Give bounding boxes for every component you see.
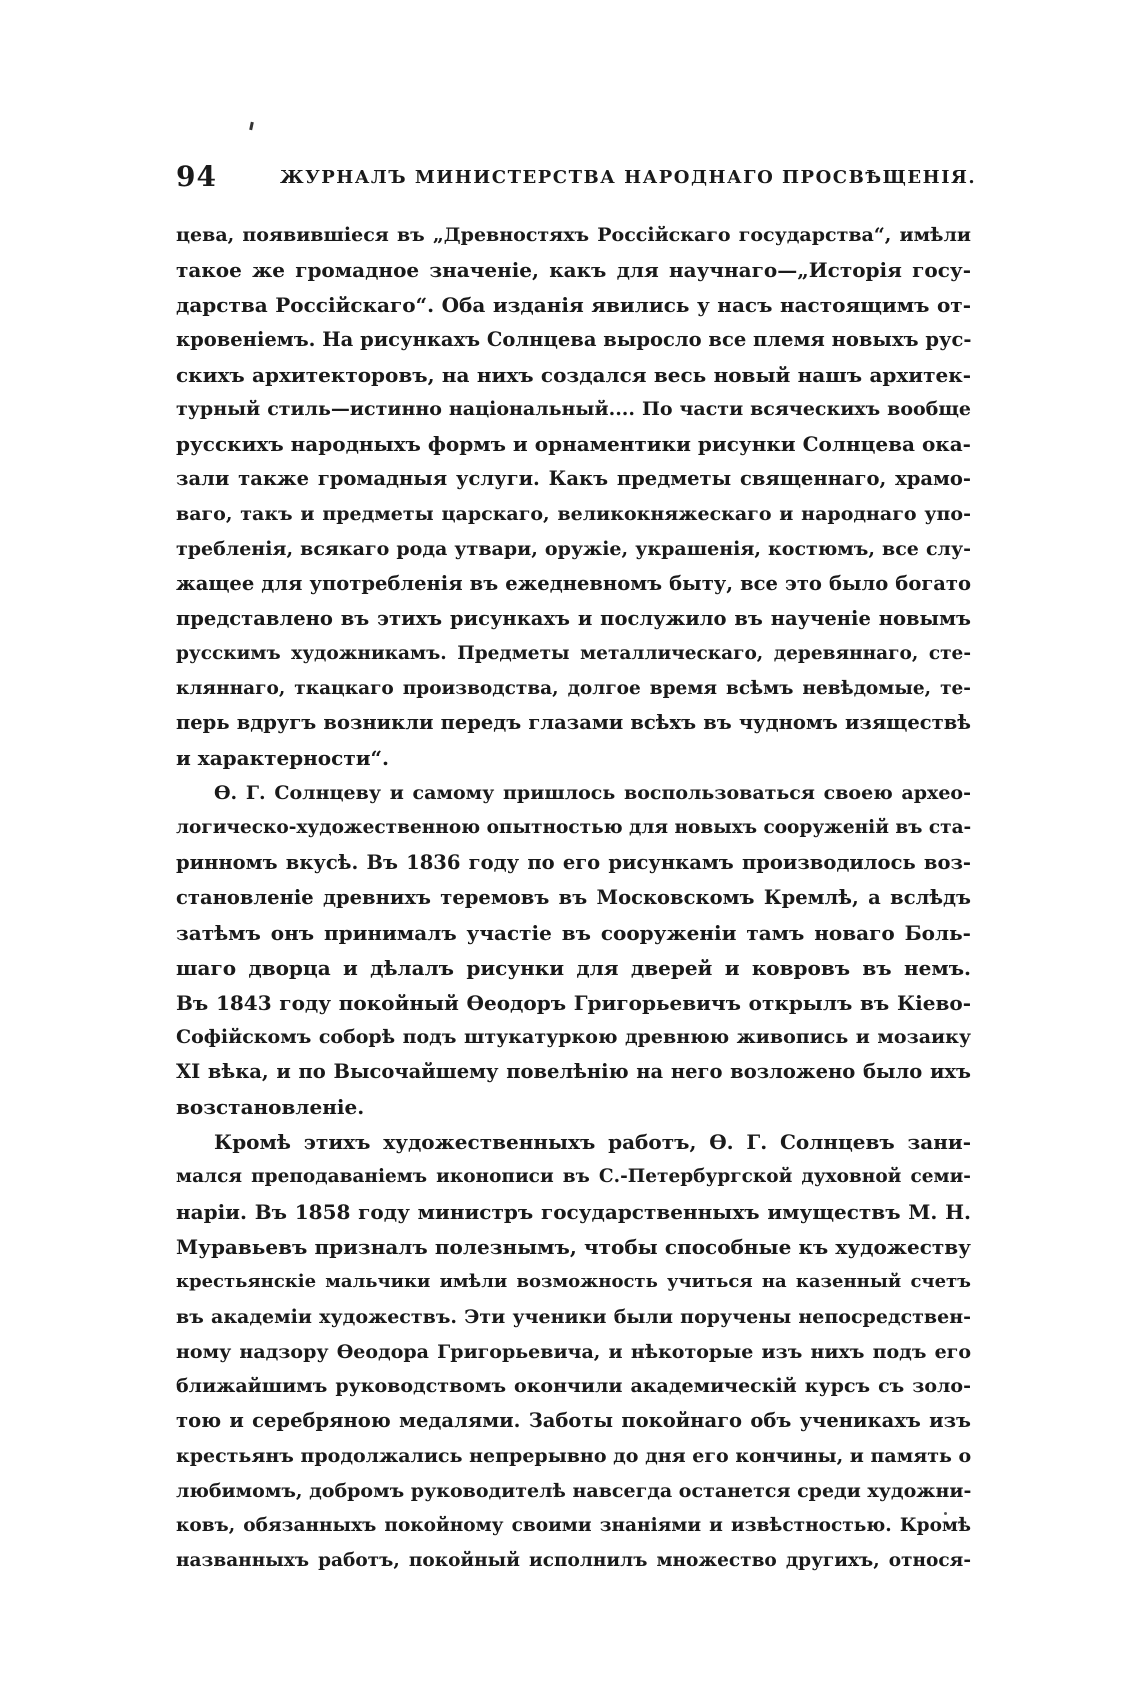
- text-line: русскимъ художникамъ. Предметы металлическаго, деревяннаго, сте-: [176, 642, 971, 664]
- text-line: ближайшимъ руководствомъ окончили академическій курсъ съ золо-: [176, 1375, 971, 1398]
- text-line: Ѳ. Г. Солнцеву и самому пришлось воспользоваться своею архео-: [214, 782, 971, 805]
- text-line: представлено въ этихъ рисункахъ и послужило въ наученіе новымъ: [176, 606, 971, 630]
- body-text: [176, 218, 971, 1579]
- text-line: затѣмъ онъ принималъ участіе въ сооруженіи тамъ новаго Боль-: [176, 920, 971, 945]
- text-line: такое же громадное значеніе, какъ для научнаго—„Исторія госу-: [176, 257, 971, 282]
- text-line: Муравьевъ призналъ полезнымъ, чтобы способные къ художеству: [176, 1234, 971, 1259]
- text-line: наріи. Въ 1858 году министръ государственныхъ имуществъ М. Н.: [176, 1199, 971, 1224]
- text-line: перь вдругъ возникли передъ глазами всѣхъ въ чудномъ изяществѣ: [176, 711, 971, 735]
- text-line: жащее для употребленія въ ежедневномъ быту, все это было богато: [176, 571, 971, 595]
- text-line: крестьянскіе мальчики имѣли возможность учиться на казенный счетъ: [176, 1270, 971, 1292]
- text-line: ринномъ вкусѣ. Въ 1836 году по его рисункамъ производилось воз-: [176, 851, 971, 875]
- paragraph-1: [176, 218, 971, 776]
- paragraph-3: [176, 1125, 971, 1579]
- text-line: любимомъ, добромъ руководителѣ навсегда останется среди художни-: [176, 1480, 972, 1503]
- text-line: шаго дворца и дѣлалъ рисунки для дверей и ковровъ въ немъ.: [176, 955, 971, 980]
- text-line: ваго, такъ и предметы царскаго, великокняжескаго и народнаго упо-: [176, 503, 971, 526]
- text-line: дарства Россійскаго“. Оба изданія явились у насъ настоящимъ от-: [176, 292, 971, 317]
- text-line: Кромѣ этихъ художественныхъ работъ, Ѳ. Г. Солнцевъ зани-: [214, 1130, 971, 1155]
- text-line: тою и серебряною медалями. Заботы покойнаго объ ученикахъ изъ: [176, 1409, 971, 1433]
- text-line: крестьянъ продолжались непрерывно до дня его кончины, и память о: [176, 1445, 972, 1468]
- text-line: требленія, всякаго рода утвари, оружіе, украшенія, костюмъ, все слу-: [176, 538, 971, 561]
- text-line: и характерности“.: [176, 746, 390, 771]
- text-line: Софійскомъ соборѣ подъ штукатуркою древнюю живопись и мозаику: [176, 1026, 971, 1049]
- page-number: 94: [176, 160, 217, 193]
- text-line: возстановленіе.: [176, 1095, 365, 1120]
- running-title: ЖУРНАЛЪ МИНИСТЕРСТВА НАРОДНАГО ПРОСВѢЩЕНІЯ.: [280, 167, 977, 188]
- text-line: становленіе древнихъ теремовъ въ Московскомъ Кремлѣ, а вслѣдъ: [176, 885, 971, 909]
- page-header: [176, 160, 976, 200]
- text-line: XI вѣка, и по Высочайшему повелѣнію на него возложено было ихъ: [176, 1060, 971, 1084]
- text-line: Въ 1843 году покойный Ѳеодоръ Григорьевичъ открылъ въ Кіево-: [176, 990, 971, 1015]
- text-line: зали также громадныя услуги. Какъ предметы священнаго, храмо-: [176, 467, 971, 491]
- text-line: русскихъ народныхъ формъ и орнаментики рисунки Солнцева ока-: [176, 432, 971, 457]
- text-line: турный стиль—истинно національный.... По части всяческихъ вообще: [176, 398, 971, 421]
- text-line: ному надзору Ѳеодора Григорьевича, и нѣкоторые изъ нихъ подъ его: [176, 1340, 971, 1363]
- text-line: логическо-художественною опытностью для новыхъ сооруженій въ ста-: [176, 817, 972, 839]
- text-line: кляннаго, ткацкаго производства, долгое время всѣмъ невѣдомые, те-: [176, 677, 971, 699]
- text-line: мался преподаваніемъ иконописи въ С.-Петербургской духовной семи-: [176, 1166, 971, 1188]
- ink-speck: [249, 122, 254, 130]
- text-line: кровеніемъ. На рисункахъ Солнцева выросло все племя новыхъ рус-: [176, 327, 972, 351]
- text-line: ковъ, обязанныхъ покойному своими знаніями и извѣстностью. Кромѣ: [176, 1514, 971, 1536]
- text-line: въ академіи художествъ. Эти ученики были поручены непосредствен-: [176, 1305, 971, 1328]
- text-line: скихъ архитекторовъ, на нихъ создался весь новый нашъ архитек-: [176, 362, 971, 387]
- text-line: цева, появившіеся въ „Древностяхъ Россійскаго государства“, имѣли: [176, 224, 971, 246]
- text-line: названныхъ работъ, покойный исполнилъ множество другихъ, относя-: [176, 1549, 971, 1571]
- paragraph-2: [176, 776, 971, 1125]
